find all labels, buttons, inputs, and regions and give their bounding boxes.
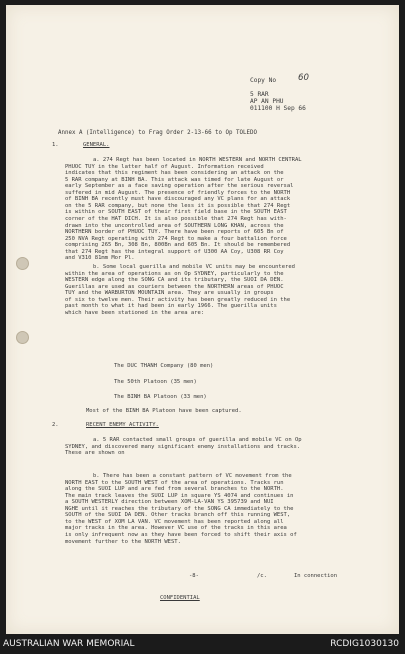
paragraph-line: corner of the HAT DICH. It is also possible that 274 Regt has with-	[65, 215, 287, 222]
paragraph-line: These are shown on	[65, 450, 125, 457]
section-number: 1.	[52, 142, 59, 148]
copy-label: Copy No	[250, 77, 277, 84]
unit-list-item: The 50th Platoon (35 men)	[114, 379, 197, 385]
paragraph-line: SOUTH of the SUOI DA DEN. Other tracks branch off this running WEST,	[65, 512, 291, 519]
paragraph-line: drawn into the uncontrolled area of SOUTHERN LONG KHAN, across the	[65, 222, 284, 229]
section-heading: GENERAL.	[83, 142, 110, 148]
paragraph-line: indicates that this regiment has been considering an attack on the	[65, 170, 284, 177]
punch-hole	[16, 331, 29, 344]
date-time-group: 011100 H Sep 66	[250, 105, 306, 112]
punch-hole	[16, 257, 29, 270]
paragraph-line: NGHE until it reaches the tributary of the SONG CA immediately to the	[65, 505, 294, 512]
paragraph-line: b. There has been a constant pattern of VC movement from the	[93, 473, 292, 479]
paragraph-line: TUY and the WARBURTON MOUNTAIN area. They are usually in groups	[65, 290, 274, 297]
paragraph-line: SYDNEY, and discovered many significant enemy installations and tracks.	[65, 443, 301, 450]
paragraph-line: Guerillas are used as couriers between the NORTHERN areas of PHUOC	[65, 283, 284, 290]
paragraph-line: The main track leaves the SUOI LUP in square YS 4074 and continues in	[65, 492, 294, 499]
paragraph-line: comprising 265 Bn, 308 Bn, 800Bn and 605 Bn. It should be remembered	[65, 242, 291, 249]
unit-designation: 5 RAR	[250, 91, 269, 98]
paragraph-line: early September as a face saving operation after the serious reversal	[65, 183, 294, 190]
paragraph-line: a. 5 RAR contacted small groups of guerilla and mobile VC on Op	[93, 437, 302, 443]
paragraph-line: is within or SOUTH EAST of their first field base in the SOUTH EAST	[65, 209, 287, 216]
paragraph-line: NORTH EAST to the SOUTH WEST of the area of operations. Tracks run	[65, 479, 284, 486]
captured-note: Most of the BINH BA Platoon have been captured.	[86, 408, 242, 414]
paragraph-line: is only infrequent now as they have been forced to shift their axis of	[65, 531, 297, 538]
paragraph-line: and V310 81mm Mor Pl.	[65, 255, 135, 262]
section-heading: RECENT ENEMY ACTIVITY.	[86, 422, 159, 428]
paragraph-line: which have been stationed in the area are:	[65, 309, 205, 316]
paragraph-line: suffered in mid August. The presence of friendly forces to the NORTH	[65, 189, 291, 196]
annex-title: Annex A (Intelligence) to Frag Order 2-13-66 to Op TOLEDO	[58, 130, 257, 136]
paragraph-line: movement further to the NORTH WEST.	[65, 538, 181, 545]
section-number: 2.	[52, 422, 59, 428]
page-number: -8-	[189, 573, 199, 579]
archive-reference: RCDIG1030130	[330, 639, 399, 649]
paragraph-line: b. Some local guerilla and mobile VC units may be encountered	[93, 264, 295, 270]
paragraph-line: past month to what it had been in early 1966. The guerilla units	[65, 303, 277, 310]
paragraph-line: to the WEST of XOM LA VAN. VC movement has been reported along all	[65, 518, 284, 525]
paragraph-line: WESTERN edge along the SONG CA and its tributary, the SUOI DA DEN.	[65, 277, 284, 284]
copy-number-handwritten: 60	[298, 73, 309, 83]
continuation-prefix: /c.	[257, 573, 267, 579]
paragraph-line: PHUOC TUY in the latter half of August. Information received	[65, 163, 264, 170]
unit-list-item: The DUC THANH Company (80 men)	[114, 363, 214, 369]
paragraph-line: 5 RAR company at BINH BA. This attack was timed for late August or	[65, 176, 284, 183]
paragraph-line: a SOUTH WESTERLY direction between XOM-LA-VAN YS 395739 and NUI	[65, 499, 274, 506]
copy-number-line	[250, 73, 309, 84]
institution-name: AUSTRALIAN WAR MEMORIAL	[3, 639, 135, 649]
classification-marking: CONFIDENTIAL	[160, 595, 200, 601]
paragraph-line: a. 274 Regt has been located in NORTH WESTERN and NORTH CENTRAL	[93, 157, 302, 163]
paragraph-line: on the 5 RAR company, but none the less it is possible that 274 Regt	[65, 202, 291, 209]
unit-address: AP AN PHU	[250, 98, 284, 105]
continuation-text: In connection	[294, 573, 338, 579]
paragraph-line: within the area of operations as on Op SYDNEY, particularly to the	[65, 270, 284, 277]
paragraph-line: of BINH BA recently must have discouraged any VC plans for an attack	[65, 196, 291, 203]
unit-list-item: The BINH BA Platoon (33 men)	[114, 394, 207, 400]
paragraph-line: 250 NVA Regt operating with 274 Regt to make a four battalion force	[65, 235, 287, 242]
paragraph-line: of six to twelve men. Their activity has been greatly reduced in the	[65, 296, 291, 303]
document-page	[6, 5, 399, 634]
paragraph-line: NORTHERN border of PHUOC TUY. There have been reports of 605 Bn of	[65, 229, 284, 236]
archive-bar	[0, 634, 405, 654]
paragraph-line: that 274 Regt has the integral support of U300 AA Coy, U308 RR Coy	[65, 248, 284, 255]
paragraph-line: major tracks in the area. However VC use of the tracks in this area	[65, 525, 287, 532]
paragraph-line: along the SUOI LUP and are fed from several branches to the NORTH.	[65, 486, 284, 493]
